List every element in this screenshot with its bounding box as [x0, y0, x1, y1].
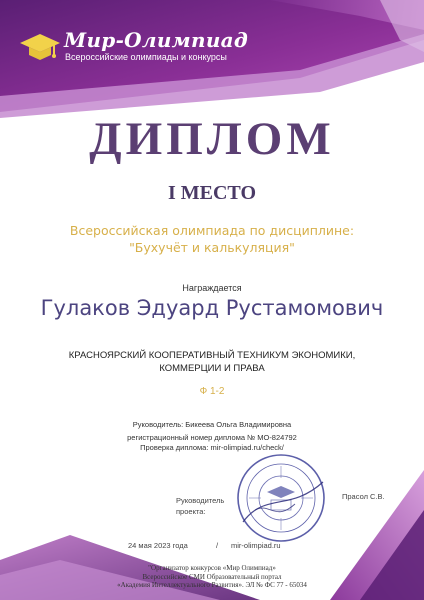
place-label: I МЕСТО: [167, 182, 257, 204]
footer-publisher: [0, 564, 424, 590]
check-link: Проверка диплома: mir-olimpiad.ru/check/: [140, 443, 284, 452]
project-lead-line-2: проекта:: [176, 507, 206, 516]
olympiad-line-2: "Бухучёт и калькуляция": [129, 240, 295, 255]
issue-date: 24 мая 2023 года: [128, 541, 188, 550]
official-stamp: [235, 452, 327, 544]
group-label: Ф 1-2: [199, 386, 225, 397]
organization: [60, 350, 364, 375]
olympiad-description: [40, 222, 384, 256]
graduation-cap-icon: [20, 30, 60, 64]
diploma-title: ДИПЛОМ: [89, 113, 335, 165]
footer-line-2: Всероссийское СМИ Образовательный портал: [142, 572, 282, 581]
awarded-label: Награждается: [182, 283, 242, 293]
supervisor: Руководитель: Бикеева Ольга Владимировна: [132, 420, 292, 429]
organization-line-2: КОММЕРЦИИ И ПРАВА: [159, 362, 265, 374]
recipient-name: Гулаков Эдуард Рустамомович: [40, 296, 384, 320]
project-lead-label: [176, 495, 232, 517]
footer-line-1: "Организатор конкурсов «Мир Олимпиад»: [148, 564, 276, 572]
footer-line-3: «Академия Интеллектуального Развития». ЭЛ № ФС 77 - 65034: [117, 581, 307, 590]
olympiad-line-1: Всероссийская олимпиада по дисциплине:: [69, 223, 355, 238]
brand-title: Мир-Олимпиад: [64, 28, 249, 52]
brand-subtitle: Всероссийские олимпиады и конкурсы: [65, 52, 227, 62]
project-lead-line-1: Руководитель: [176, 496, 225, 505]
date-separator: /: [216, 541, 219, 550]
website-link[interactable]: mir-olimpiad.ru: [231, 541, 281, 550]
organization-line-1: КРАСНОЯРСКИЙ КООПЕРАТИВНЫЙ ТЕХНИКУМ ЭКОНОМИКИ,: [68, 350, 356, 361]
registration-number: регистрационный номер диплома № МО-824792: [127, 433, 297, 442]
signer-name: Прасол С.В.: [342, 492, 385, 501]
